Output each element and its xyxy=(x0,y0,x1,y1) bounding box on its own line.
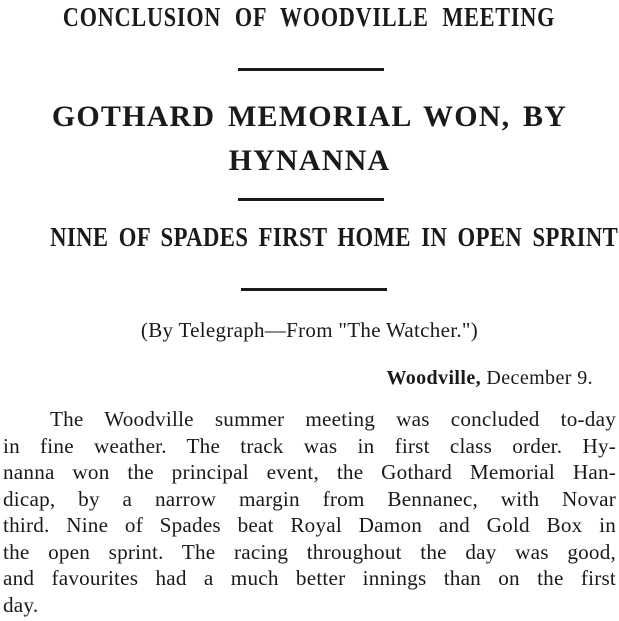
headline-divider xyxy=(238,198,384,201)
dateline-place: Woodville, xyxy=(386,367,482,389)
secondary-headline-line-1: GOTHARD MEMORIAL WON, BY xyxy=(51,100,568,133)
byline: (By Telegraph—From "The Watcher.") xyxy=(140,318,479,342)
article-line: day. xyxy=(3,592,39,617)
article-line: nanna won the principal event, the Gothard Memorial Han- xyxy=(3,460,616,484)
secondary-headline xyxy=(0,95,619,183)
article-line: and favourites had a much better innings than on the first xyxy=(3,566,616,590)
dateline-date: December 9. xyxy=(486,367,593,389)
tertiary-headline: NINE OF SPADES FIRST HOME IN OPEN SPRINT xyxy=(50,222,619,252)
article-line: third. Nine of Spades beat Royal Damon and Gold Box in xyxy=(3,513,616,537)
headline-divider xyxy=(241,288,387,291)
dateline xyxy=(386,367,593,390)
article-body xyxy=(3,406,616,618)
headline-divider xyxy=(238,68,384,71)
article-line: dicap, by a narrow margin from Bennanec, with Novar xyxy=(3,486,616,511)
article-line: the open sprint. The racing throughout the day was good, xyxy=(3,539,616,564)
secondary-headline-line-2: HYNANNA xyxy=(228,144,391,177)
article-line: The Woodville summer meeting was concluded to-day xyxy=(50,407,616,431)
article-line: in fine weather. The track was in first class order. Hy- xyxy=(3,433,616,458)
primary-headline: CONCLUSION OF WOODVILLE MEETING xyxy=(62,2,556,32)
